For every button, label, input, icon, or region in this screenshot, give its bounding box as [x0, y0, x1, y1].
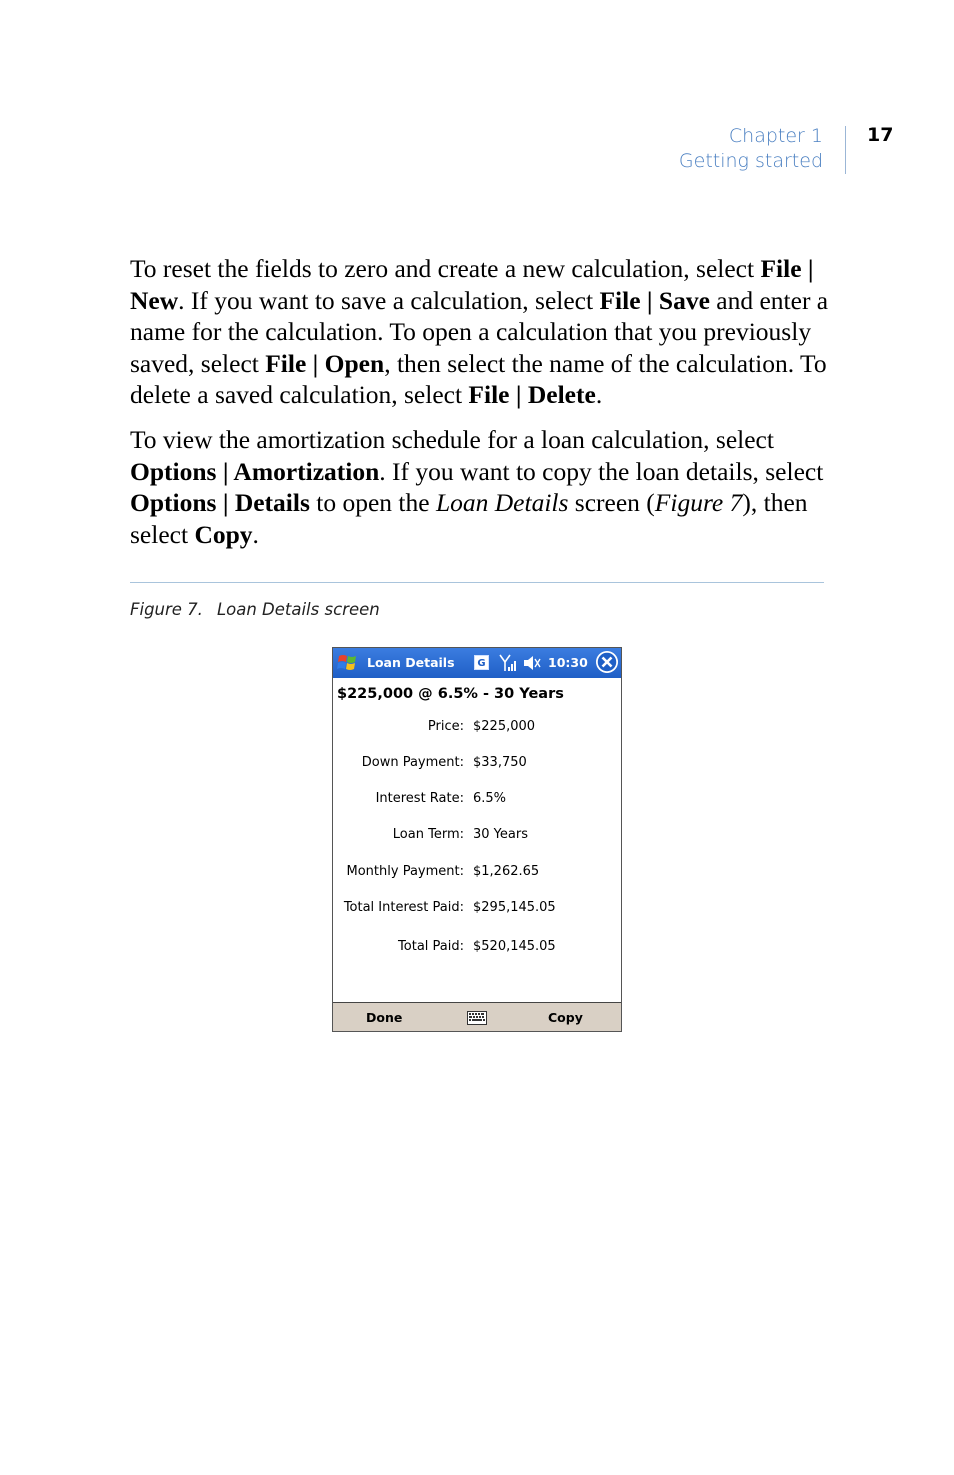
field-row-down-payment: [333, 755, 621, 773]
window-title: Loan Details: [367, 655, 455, 670]
field-value: $520,145.05: [473, 939, 556, 954]
figure-caption-text: Loan Details screen: [216, 600, 380, 619]
field-label: Interest Rate:: [375, 791, 464, 806]
field-row-loan-term: [333, 827, 621, 845]
page-number: 17: [867, 124, 894, 146]
field-value: 6.5%: [473, 791, 507, 806]
windows-start-icon[interactable]: [336, 651, 360, 675]
soft-key-bar: [333, 1002, 621, 1032]
field-row-monthly-payment: [333, 864, 621, 882]
field-value: $225,000: [473, 719, 536, 734]
field-value: $33,750: [473, 755, 527, 770]
paragraph-file-menu: To reset the fields to zero and create a new calculation, select File | New. If you want to save a calculation, select File | Save and enter a name for the calculation. To open a calculation that you previously saved, select File | Open, then select the name of the calculation. To delete a saved calculation, select File | Delete.: [130, 254, 829, 409]
loan-summary: $225,000 @ 6.5% - 30 Years: [337, 686, 564, 702]
field-row-total-paid: [333, 939, 621, 957]
copy-button[interactable]: Copy: [548, 1010, 583, 1025]
field-label: Price:: [427, 719, 464, 734]
loan-details-screenshot: [332, 647, 622, 1032]
field-row-price: [333, 719, 621, 737]
field-row-interest-rate: [333, 791, 621, 809]
field-label: Total Interest Paid:: [343, 900, 464, 915]
section-label: Getting started: [678, 150, 823, 172]
chapter-label: Chapter 1: [728, 125, 823, 147]
field-label: Monthly Payment:: [346, 864, 464, 879]
running-header: [679, 124, 823, 174]
figure-divider: [130, 582, 824, 583]
field-value: $295,145.05: [473, 900, 556, 915]
field-value: 30 Years: [473, 827, 528, 842]
field-label: Total Paid:: [398, 939, 464, 954]
field-label: Down Payment:: [361, 755, 464, 770]
speaker-muted-icon[interactable]: [522, 654, 542, 672]
figure-caption: [130, 600, 380, 619]
done-button[interactable]: Done: [366, 1010, 403, 1025]
field-value: $1,262.65: [473, 864, 540, 879]
signal-strength-icon[interactable]: [499, 653, 517, 673]
paragraph-options-menu: To view the amortization schedule for a loan calculation, select Options | Amortization. If you want to copy the loan details, select Options | Details to open the Loan Details screen (Figure 7), then select Copy.: [130, 425, 824, 549]
title-bar: [333, 648, 621, 678]
header-divider: [845, 126, 846, 174]
gprs-icon[interactable]: G: [474, 655, 489, 670]
keyboard-icon[interactable]: [467, 1010, 487, 1024]
close-icon[interactable]: [596, 651, 618, 673]
figure-number: Figure 7.: [130, 600, 203, 619]
field-label: Loan Term:: [392, 827, 464, 842]
clock[interactable]: 10:30: [548, 655, 588, 670]
field-row-total-interest: [333, 900, 621, 918]
